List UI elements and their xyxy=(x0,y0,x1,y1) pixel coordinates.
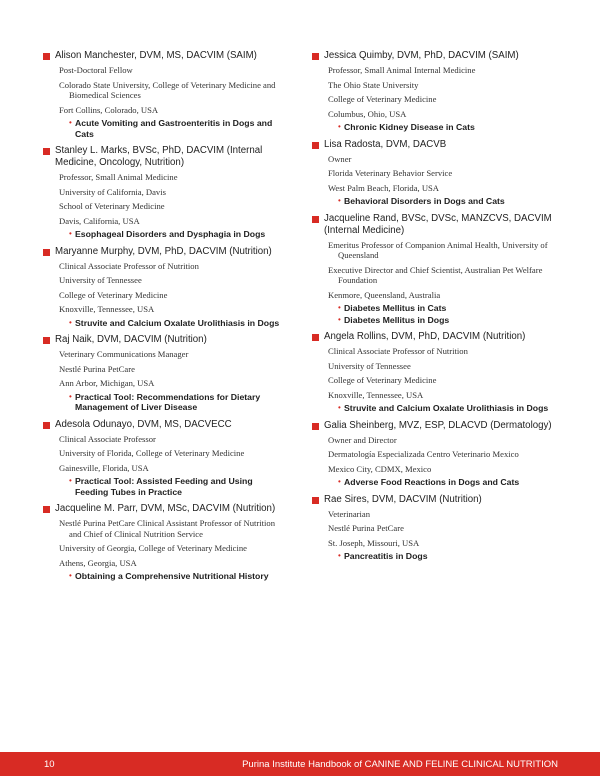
left-column xyxy=(43,50,288,588)
contributor-header xyxy=(43,246,288,258)
chapter-topic xyxy=(328,403,582,414)
affiliation-line: St. Joseph, Missouri, USA xyxy=(328,537,420,548)
contributor-header xyxy=(43,50,288,62)
contributor-entry xyxy=(312,494,582,562)
affiliation-line: Dermatología Especializada Centro Veterinario Mexico xyxy=(328,449,519,459)
footer-title: Purina Institute Handbook of CANINE AND FELINE CLINICAL NUTRITION xyxy=(242,759,558,770)
affiliation-line: Knoxville, Tennessee, USA xyxy=(328,389,424,400)
chapter-topic xyxy=(328,315,582,326)
affiliation-line: Owner and Director xyxy=(328,434,397,445)
red-dot-bullet-icon: • xyxy=(69,571,72,580)
red-square-bullet-icon xyxy=(43,337,50,344)
red-square-bullet-icon xyxy=(43,422,50,429)
contributor-details xyxy=(312,65,582,133)
affiliation-line: Florida Veterinary Behavior Service xyxy=(328,168,453,178)
red-dot-bullet-icon: • xyxy=(338,403,341,412)
contributor-entry xyxy=(43,419,288,498)
contributor-details xyxy=(312,435,582,488)
affiliation-line: University of Tennessee xyxy=(59,275,142,285)
contributor-details xyxy=(43,518,288,582)
affiliation-line: Nestlé Purina PetCare Clinical Assistant Professor of Nutrition and Chief of Clinical Nutrition Service xyxy=(59,518,276,539)
affiliation-line: Knoxville, Tennessee, USA xyxy=(59,304,155,314)
chapter-topic xyxy=(59,571,288,582)
contributor-name: Stanley L. Marks, BVSc, PhD, DACVIM (Internal Medicine, Oncology, Nutrition) xyxy=(55,145,263,168)
red-dot-bullet-icon: • xyxy=(69,391,72,401)
contributor-header xyxy=(312,213,582,237)
red-square-bullet-icon xyxy=(312,53,319,60)
chapter-topic xyxy=(59,392,288,413)
red-dot-bullet-icon: • xyxy=(338,314,341,324)
contributor-details xyxy=(312,154,582,207)
affiliation-line: University of Georgia, College of Veterinary Medicine xyxy=(59,543,247,553)
affiliation-line: College of Veterinary Medicine xyxy=(59,289,168,300)
chapter-title: Chronic Kidney Disease in Cats xyxy=(344,122,475,132)
contributor-entry xyxy=(43,50,288,139)
contributor-entry xyxy=(312,213,582,326)
red-square-bullet-icon xyxy=(312,423,319,430)
contributor-details xyxy=(43,261,288,329)
affiliation-line: Clinical Associate Professor xyxy=(59,433,156,444)
chapter-title: Diabetes Mellitus in Dogs xyxy=(344,314,450,325)
contributor-details xyxy=(43,349,288,413)
affiliation-line: Columbus, Ohio, USA xyxy=(328,108,407,119)
affiliation-line: The Ohio State University xyxy=(328,79,419,90)
contributor-name: Adesola Odunayo, DVM, MS, DACVECC xyxy=(55,418,232,430)
contributor-details xyxy=(43,434,288,498)
chapter-topic xyxy=(59,118,288,139)
chapter-title: Diabetes Mellitus in Cats xyxy=(344,303,447,313)
contributor-entry xyxy=(43,334,288,413)
contributor-entry xyxy=(43,145,288,240)
affiliation-line: College of Veterinary Medicine xyxy=(328,375,437,385)
chapter-topic xyxy=(328,196,582,207)
red-square-bullet-icon xyxy=(43,506,50,513)
contributor-header xyxy=(312,494,582,506)
affiliation-line: Kenmore, Queensland, Australia xyxy=(328,289,441,300)
red-square-bullet-icon xyxy=(312,142,319,149)
red-dot-bullet-icon: • xyxy=(69,229,72,238)
affiliation-line: College of Veterinary Medicine xyxy=(328,94,437,104)
red-square-bullet-icon xyxy=(312,497,319,504)
affiliation-line: Professor, Small Animal Medicine xyxy=(59,172,178,182)
affiliation-line: University of California, Davis xyxy=(59,186,166,197)
affiliation-line: Gainesville, Florida, USA xyxy=(59,462,149,473)
contributor-header xyxy=(312,50,582,62)
contributor-name: Alison Manchester, DVM, MS, DACVIM (SAIM) xyxy=(55,50,257,61)
affiliation-line: Davis, California, USA xyxy=(59,215,140,226)
red-dot-bullet-icon: • xyxy=(69,317,72,327)
affiliation-line: Professor, Small Animal Internal Medicine xyxy=(328,65,476,75)
affiliation-line: Post-Doctoral Fellow xyxy=(59,65,133,75)
chapter-topic xyxy=(59,318,288,329)
red-dot-bullet-icon: • xyxy=(338,196,341,205)
chapter-topic xyxy=(59,229,288,240)
chapter-topic xyxy=(328,551,582,562)
chapter-topic xyxy=(328,303,582,314)
chapter-title: Obtaining a Comprehensive Nutritional History xyxy=(75,571,269,581)
contributor-entry xyxy=(312,331,582,414)
chapter-title: Struvite and Calcium Oxalate Urolithiasis in Dogs xyxy=(344,403,549,413)
red-dot-bullet-icon: • xyxy=(338,122,341,131)
chapter-topic xyxy=(328,477,582,488)
red-square-bullet-icon xyxy=(312,334,319,341)
contributor-entry xyxy=(312,139,582,207)
contributor-details xyxy=(43,172,288,240)
red-dot-bullet-icon: • xyxy=(69,118,72,127)
right-column xyxy=(312,50,582,568)
affiliation-line: Emeritus Professor of Companion Animal Health, University of Queensland xyxy=(328,239,548,260)
contributor-header xyxy=(43,145,288,169)
contributor-header xyxy=(43,503,288,515)
red-dot-bullet-icon: • xyxy=(69,476,72,485)
contributor-details xyxy=(312,240,582,326)
contributor-name: Rae Sires, DVM, DACVIM (Nutrition) xyxy=(324,493,482,505)
affiliation-line: Clinical Associate Professor of Nutrition xyxy=(328,346,468,356)
affiliation-line: Nestlé Purina PetCare xyxy=(59,363,135,374)
chapter-topic xyxy=(59,476,288,497)
contributor-name: Raj Naik, DVM, DACVIM (Nutrition) xyxy=(55,334,207,345)
contributor-details xyxy=(43,65,288,139)
contributor-header xyxy=(43,419,288,431)
affiliation-line: Owner xyxy=(328,153,352,164)
contributor-name: Lisa Radosta, DVM, DACVB xyxy=(324,138,447,150)
contributor-details xyxy=(312,509,582,562)
contributor-header xyxy=(312,139,582,151)
affiliation-line: School of Veterinary Medicine xyxy=(59,201,165,211)
contributor-details xyxy=(312,346,582,414)
red-dot-bullet-icon: • xyxy=(338,551,341,560)
chapter-title: Struvite and Calcium Oxalate Urolithiasis in Dogs xyxy=(75,317,280,328)
contributor-header xyxy=(43,334,288,346)
chapter-title: Acute Vomiting and Gastroenteritis in Dogs and Cats xyxy=(75,118,273,139)
affiliation-line: Executive Director and Chief Scientist, Australian Pet Welfare Foundation xyxy=(328,264,543,285)
chapter-title: Behavioral Disorders in Dogs and Cats xyxy=(344,196,505,206)
affiliation-line: West Palm Beach, Florida, USA xyxy=(328,182,440,193)
contributor-name: Jacqueline Rand, BVSc, DVSc, MANZCVS, DACVIM (Internal Medicine) xyxy=(324,212,552,236)
contributor-name: Angela Rollins, DVM, PhD, DACVIM (Nutrition) xyxy=(324,331,526,342)
red-square-bullet-icon xyxy=(43,148,50,155)
contributor-entry xyxy=(43,246,288,329)
affiliation-line: Ann Arbor, Michigan, USA xyxy=(59,378,155,388)
footer-bar xyxy=(0,752,600,776)
contributor-entry xyxy=(312,50,582,133)
affiliation-line: University of Tennessee xyxy=(328,360,411,371)
chapter-title: Adverse Food Reactions in Dogs and Cats xyxy=(344,477,520,487)
affiliation-line: Colorado State University, College of Veterinary Medicine and Biomedical Sciences xyxy=(59,79,276,100)
affiliation-line: Clinical Associate Professor of Nutrition xyxy=(59,260,199,271)
red-square-bullet-icon xyxy=(43,249,50,256)
contributor-entry xyxy=(312,420,582,488)
affiliation-line: Veterinary Communications Manager xyxy=(59,349,189,359)
contributor-name: Jacqueline M. Parr, DVM, MSc, DACVIM (Nutrition) xyxy=(55,503,276,514)
affiliation-line: Veterinarian xyxy=(328,508,370,519)
chapter-topic xyxy=(328,122,582,133)
contributor-name: Maryanne Murphy, DVM, PhD, DACVIM (Nutrition) xyxy=(55,245,272,257)
contributor-entry xyxy=(43,503,288,582)
page-number: 10 xyxy=(44,759,55,770)
chapter-title: Practical Tool: Assisted Feeding and Using Feeding Tubes in Practice xyxy=(75,476,253,497)
affiliation-line: Nestlé Purina PetCare xyxy=(328,523,404,533)
chapter-title: Practical Tool: Recommendations for Dietary Management of Liver Disease xyxy=(75,391,261,412)
red-dot-bullet-icon: • xyxy=(338,477,341,486)
contributor-header xyxy=(312,331,582,343)
chapter-title: Esophageal Disorders and Dysphagia in Dogs xyxy=(75,229,266,239)
affiliation-line: Athens, Georgia, USA xyxy=(59,557,137,568)
affiliation-line: Fort Collins, Colorado, USA xyxy=(59,104,159,115)
red-square-bullet-icon xyxy=(43,53,50,60)
affiliation-line: Mexico City, CDMX, Mexico xyxy=(328,463,432,474)
contributor-name: Galia Sheinberg, MVZ, ESP, DLACVD (Dermatology) xyxy=(324,419,552,431)
contributor-name: Jessica Quimby, DVM, PhD, DACVIM (SAIM) xyxy=(324,50,519,61)
red-square-bullet-icon xyxy=(312,216,319,223)
affiliation-line: University of Florida, College of Veterinary Medicine xyxy=(59,448,245,458)
chapter-title: Pancreatitis in Dogs xyxy=(344,551,428,561)
red-dot-bullet-icon: • xyxy=(338,303,341,312)
contributor-header xyxy=(312,420,582,432)
